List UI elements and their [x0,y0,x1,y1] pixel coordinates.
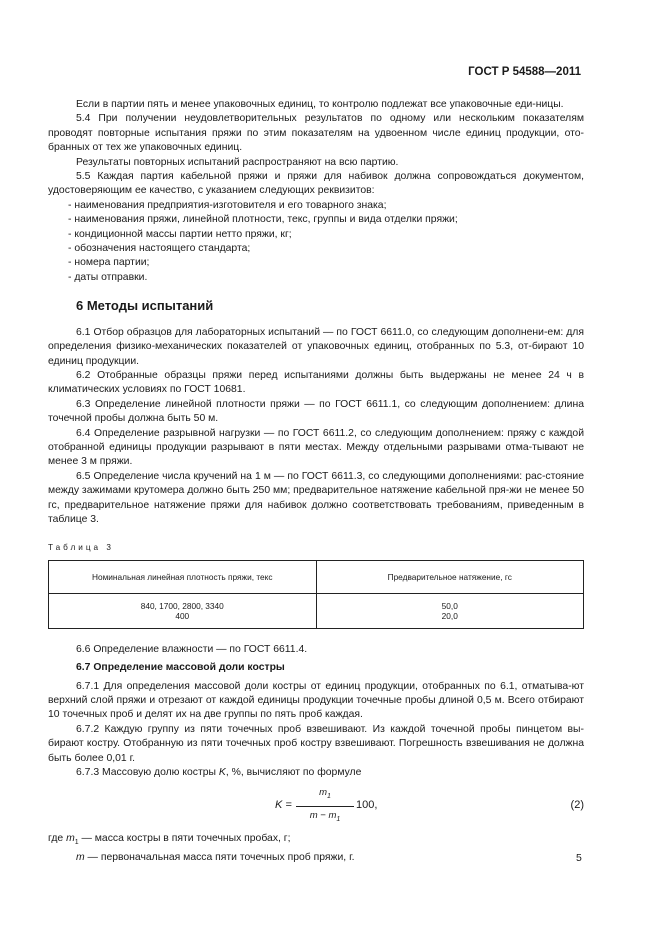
paragraph: 6.4 Определение разрывной нагрузки — по ГОСТ 6611.2, со следующим дополнением: пряжу с каждой отобранной единицы продукции разрывают в пяти местах. Между отдельными разрывами отма-тывают не менее 3 м пряжи. [48,427,584,468]
formula [48,786,584,832]
where-line [48,851,584,865]
paragraph: 6.6 Определение влажности — по ГОСТ 6611.4. [76,643,308,655]
paragraph: 5.4 При получении неудовлетворительных результатов по одному или нескольким показателям проводят повторные испытания пряжи по этим показателям на удвоенном числе единиц продукции, ото-бранных от тех же упаковочных единиц. [48,113,584,154]
table-cell [49,593,317,628]
paragraph: 6.2 Отобранные образцы пряжи перед испытаниями должны быть выдержаны не менее 24 ч в климатических условиях по ГОСТ 10681. [48,369,584,396]
table-header-cell: Предварительное натяжение, гс [316,560,584,593]
paragraph [48,766,584,780]
text: 6.7.3 Массовую долю костры [76,767,219,779]
subscript: 1 [74,839,79,847]
paragraph: 6.3 Определение линейной плотности пряжи — по ГОСТ 6611.1, со следующим дополнением: длина точечной пробы должна быть 50 м. [48,398,584,425]
text: , %, вычисляют по формуле [225,767,362,779]
cell-line: 50,0 [441,600,458,611]
denominator-sub: 1 [336,815,341,823]
paragraph: 5.5 Каждая партия кабельной пряжи и пряжи для набивок должна сопровождаться документом, удостоверяющим ее качество, с указанием следующих реквизитов: [48,171,584,197]
data-table [48,560,584,629]
section-heading: 6 Методы испытаний [76,298,214,314]
formula-numerator [296,786,354,806]
formula-lhs: K = [275,799,292,812]
cell-line: 400 [175,610,190,621]
table-caption: Таблица 3 [48,543,114,553]
list-item: - обозначения настоящего стандарта; [68,243,251,255]
variable: K [218,767,226,779]
formula-denominator [296,807,354,827]
numerator-var: m [319,787,327,799]
table-header-row [49,560,584,593]
where-line [48,832,584,850]
variable: m [76,851,85,863]
page-body [48,98,584,865]
cell-line: 840, 1700, 2800, 3340 [140,600,224,611]
paragraph: Результаты повторных испытаний распространяют на всю партию. [76,156,399,168]
paragraph: Если в партии пять и менее упаковочных единиц, то контролю подлежат все упаковочные еди-ницы. [76,99,564,110]
list-item: - наименования пряжи, линейной плотности, текс, группы и вида отделки пряжи; [68,214,458,226]
cell-line: 20,0 [441,610,458,621]
list-item: - кондиционной массы партии нетто пряжи, кг; [68,228,292,240]
numerator-sub: 1 [327,793,331,801]
formula-fraction [296,786,354,827]
paragraph: 6.7.1 Для определения массовой доли костры от единиц продукции, отобранных по 6.1, отматыва-ют верхний слой пряжи и отрезают от каждой единицы продукции точечные пробы длиной 0,5 м. Всего отбирают 10 точечных проб и делят их на две группы по пять проб каждая. [48,680,584,721]
subsection-heading: 6.7 Определение массовой доли костры [76,662,285,674]
document-number: ГОСТ Р 54588—2011 [468,66,581,78]
list-item: - даты отправки. [68,271,148,283]
text: где [48,833,67,845]
table-row [49,593,584,628]
denominator-var: m − m [309,809,337,821]
list-item: - номера партии; [68,257,150,269]
paragraph: 6.5 Определение числа кручений на 1 м — по ГОСТ 6611.3, со следующими дополнениями: рас-стояние между зажимами крутомера должно быть 250 мм; предварительное натяжение кабельной пря-жи не менее 50 гс, предварительное натяжение пряжи для набивок должно соответствовать требованиям, приведенным в таблице 3. [48,470,584,525]
paragraph: 6.1 Отбор образцов для лабораторных испытаний — по ГОСТ 6611.0, со следующим дополнени-ем: для определения физико-механических показателей от упаковочных единиц, отобранных по 5.3, от-бирают 10 единиц продукции. [48,326,584,367]
paragraph: 6.7.2 Каждую группу из пяти точечных проб взвешивают. Из каждой точечной пробы пинцетом вы-бирают костру. Отобранную из пяти точечных проб костру взвешивают. Погрешность взвешивания не должна быть более 0,01 г. [48,723,584,764]
table-cell [316,593,584,628]
text: — первоначальная масса пяти точечных проб пряжи, г. [84,851,355,863]
formula-coefficient: 100, [356,799,378,812]
table-header-cell: Номинальная линейная плотность пряжи, текс [49,560,317,593]
list-item: - наименования предприятия-изготовителя и его товарного знака; [68,199,387,211]
text: — масса костры в пяти точечных пробах, г; [78,833,291,845]
variable: m [66,833,75,845]
formula-number: (2) [570,799,584,812]
page-number: 5 [576,852,582,864]
